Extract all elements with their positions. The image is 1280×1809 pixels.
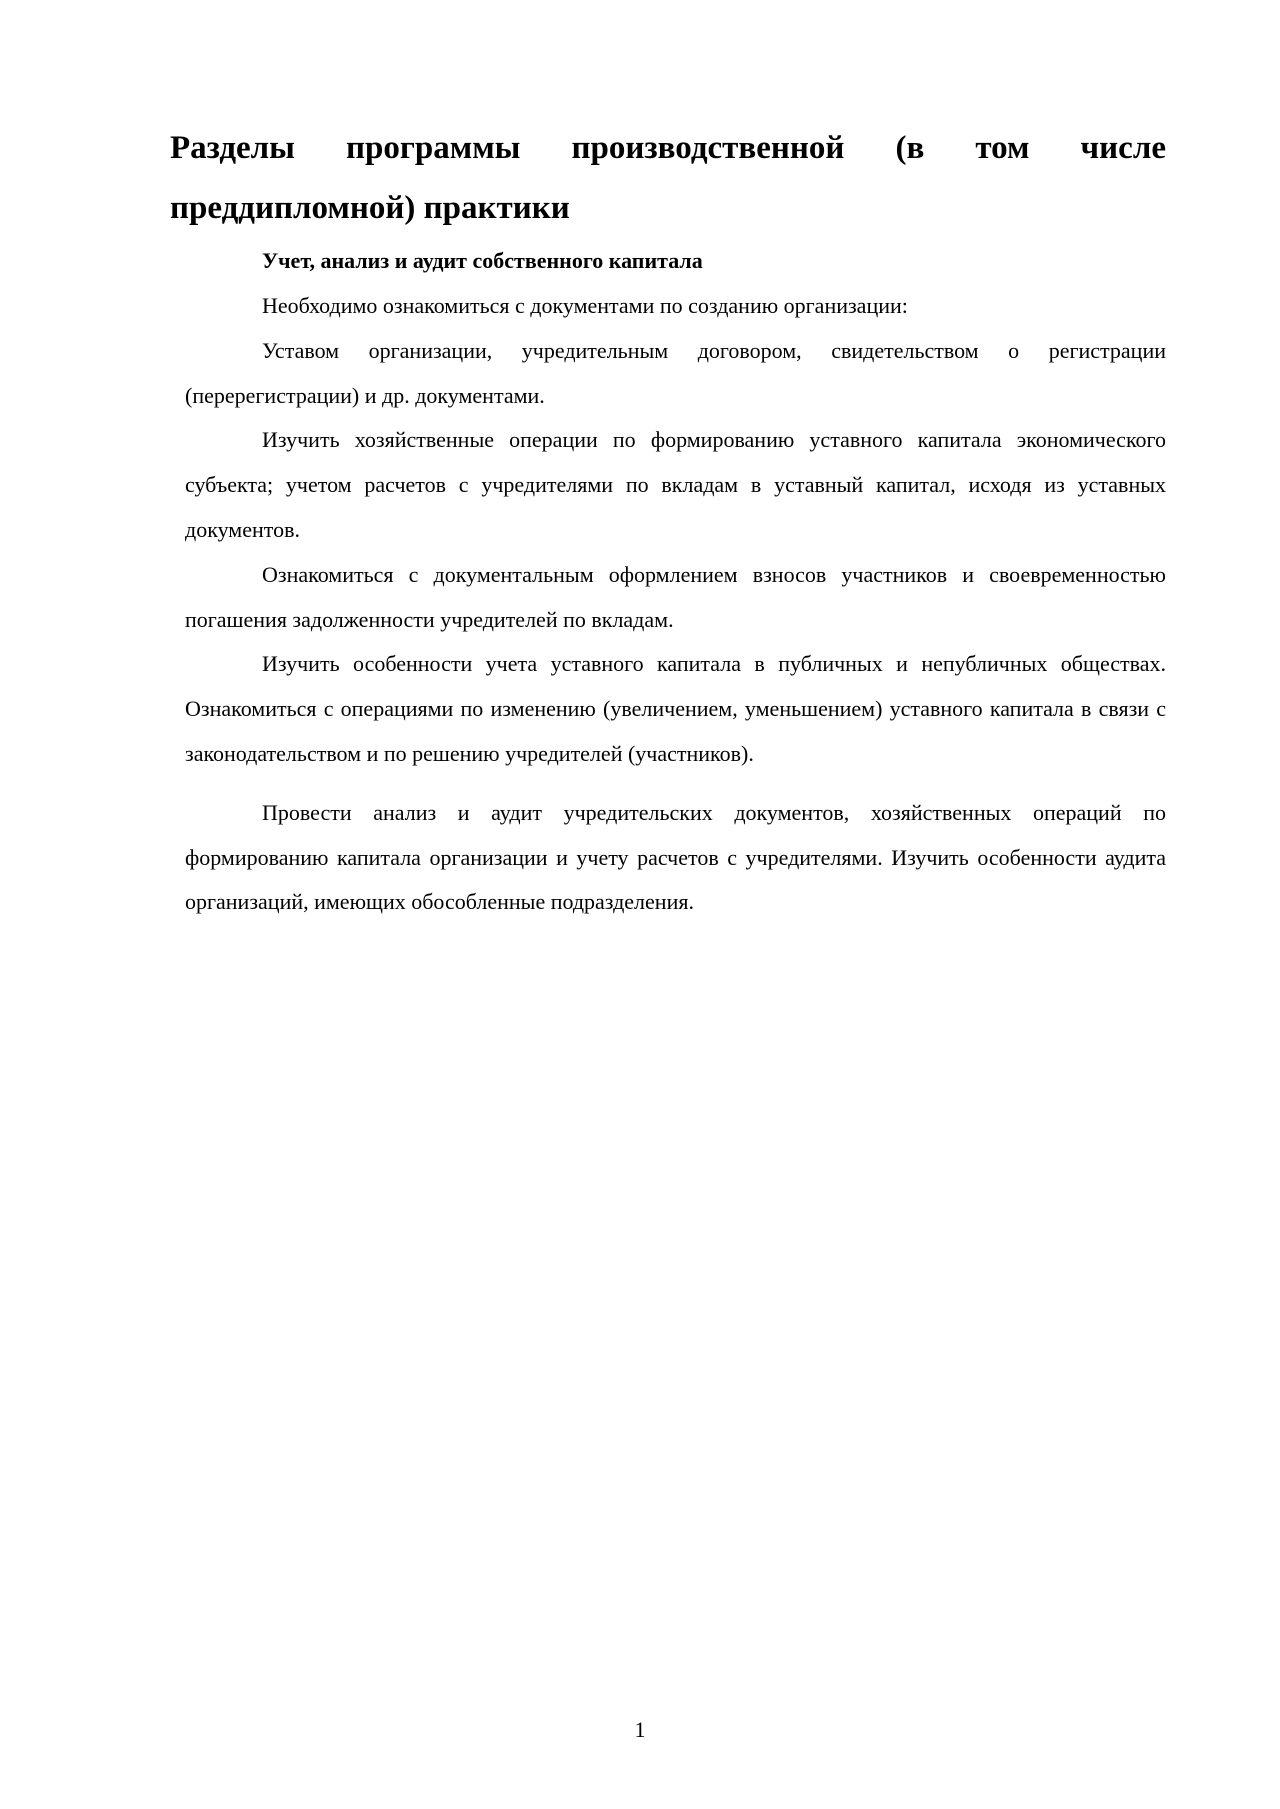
paragraph: Изучить особенности учета уставного капитала в публичных и непубличных обществах. Ознакомиться с операциями по изменению (увеличением, уменьшением) уставного капитала в связи с законодательством и по решению учредителей (участников). xyxy=(185,651,1166,766)
paragraph: Изучить хозяйственные операции по формированию уставного капитала экономического субъекта; учетом расчетов с учредителями по вкладам в уставный капитал, исходя из уставных документов. xyxy=(185,427,1166,542)
paragraph: Ознакомиться с документальным оформлением взносов участников и своевременностью погашения задолженности учредителей по вкладам. xyxy=(185,561,1166,632)
paragraph: Необходимо ознакомиться с документами по созданию организации: xyxy=(262,293,908,318)
section-heading: Учет, анализ и аудит собственного капитала xyxy=(262,248,703,273)
document-body xyxy=(185,240,1166,925)
page-number: 1 xyxy=(634,1717,646,1742)
paragraph: Провести анализ и аудит учредительских документов, хозяйственных операций по формированию капитала организации и учету расчетов с учредителями. Изучить особенности аудита организаций, имеющих обособленные подразделения. xyxy=(185,799,1166,915)
paragraph: Уставом организации, учредительным договором, свидетельством о регистрации (перерегистрации) и др. документами. xyxy=(185,337,1166,408)
document-title: Разделы программы производственной (в том числе преддипломной) практики xyxy=(170,130,1166,226)
